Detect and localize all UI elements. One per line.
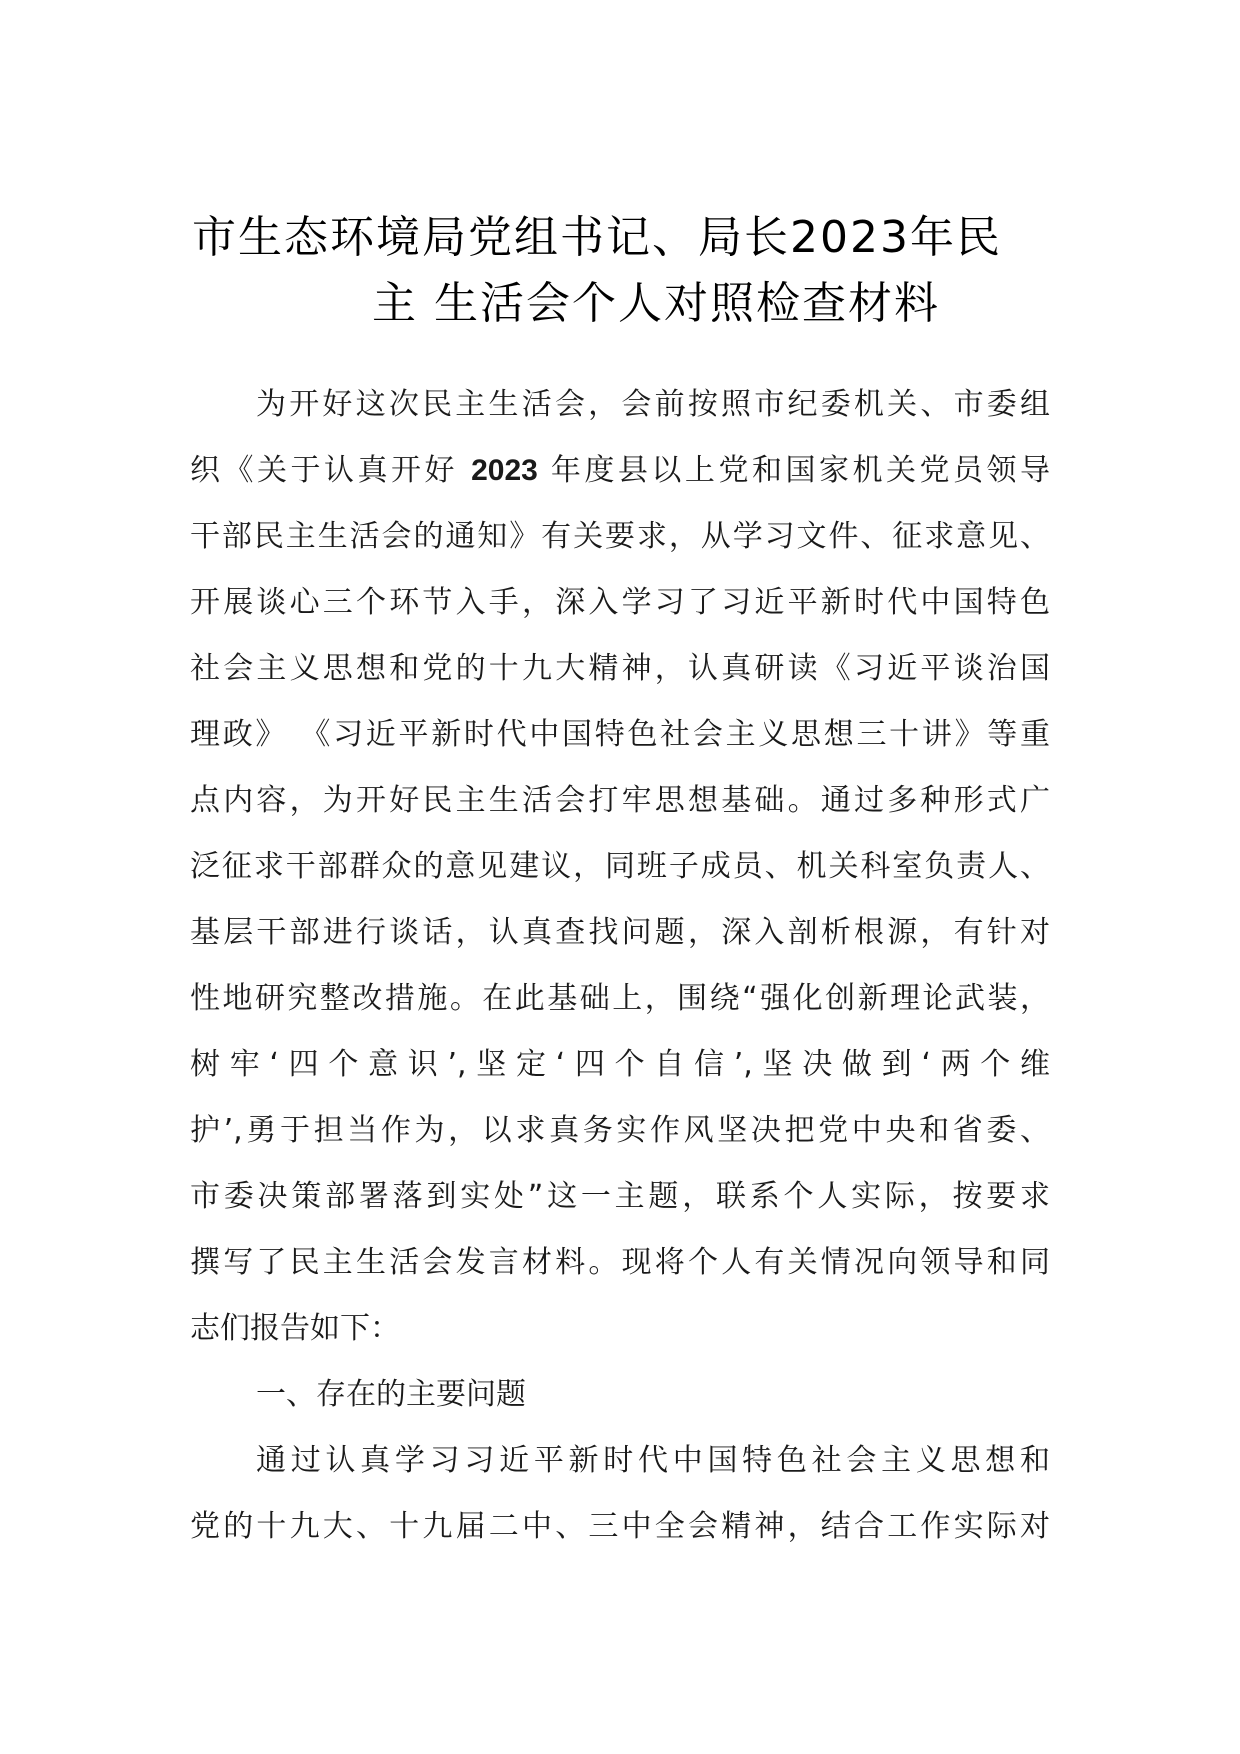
paragraph-line (190, 438, 1050, 504)
paragraph-line: 基层干部进行谈话，认真查找问题，深入剖析根源，有针对 (190, 915, 1050, 950)
paragraph-line: 市委决策部署落到实处”这一主题，联系个人实际，按要求 (190, 1179, 1050, 1214)
document-body (190, 372, 1050, 1560)
title-line-2: 主 生活会个人对照检查材料 (372, 278, 940, 329)
paragraph-line: 开展谈心三个环节入手，深入学习了习近平新时代中国特色 (190, 585, 1050, 620)
paragraph-line: 干部民主生活会的通知》有关要求，从学习文件、征求意见、 (190, 519, 1050, 554)
paragraph-line: 泛征求干部群众的意见建议，同班子成员、机关科室负责人、 (190, 849, 1050, 884)
paragraph-line: 为开好这次民主生活会，会前按照市纪委机关、市委组 (256, 387, 1050, 422)
paragraph-line: 性地研究整改措施。在此基础上，围绕“强化创新理论武装， (190, 981, 1050, 1016)
intro-paragraph (190, 372, 1050, 1362)
paragraph-line: 撰写了民主生活会发言材料。现将个人有关情况向领导和同 (190, 1245, 1050, 1280)
title-line-1: 市生态环境局党组书记、局长2023年民 (192, 212, 1002, 263)
section-paragraph (190, 1428, 1050, 1560)
document-title (150, 205, 1050, 337)
paragraph-line: 通过认真学习习近平新时代中国特色社会主义思想和 (256, 1443, 1050, 1478)
paragraph-line: 理政》 《习近平新时代中国特色社会主义思想三十讲》等重 (190, 717, 1050, 752)
year-number: 2023 (471, 454, 538, 487)
text-segment: 年度县以上党和国家机关党员领导 (550, 453, 1050, 488)
paragraph-line: 点内容，为开好民主生活会打牢思想基础。通过多种形式广 (190, 783, 1050, 818)
paragraph-line: 树牢‘四个意识’,坚定‘四个自信’,坚决做到‘两个维 (190, 1047, 1050, 1082)
paragraph-line: 护’,勇于担当作为，以求真务实作风坚决把党中央和省委、 (190, 1113, 1050, 1148)
paragraph-line: 志们报告如下： (190, 1311, 400, 1346)
section-heading: 一、存在的主要问题 (256, 1377, 526, 1412)
paragraph-line: 社会主义思想和党的十九大精神，认真研读《习近平谈治国 (190, 651, 1050, 686)
text-segment: 织《关于认真开好 (190, 453, 459, 488)
paragraph-line: 党的十九大、十九届二中、三中全会精神，结合工作实际对 (190, 1509, 1050, 1544)
